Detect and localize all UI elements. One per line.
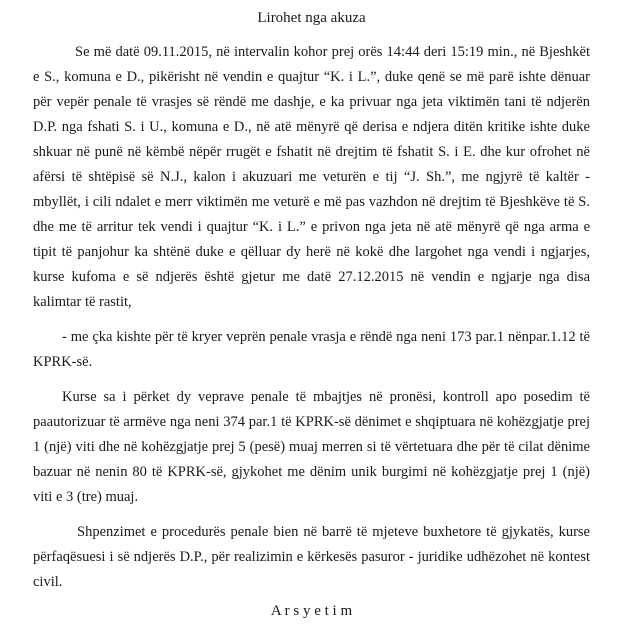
paragraph-verdict-intro: Se më datë 09.11.2015, në intervalin kohor prej orës 14:44 deri 15:19 min., në Bjeshkët e S., komuna e D., pikërisht në vendin e quajtur “K. i L.”, duke qenë se më parë ishte dënuar për vepër penale të vrasjes së rëndë me dashje, e ka privuar nga jeta viktimën tani të ndjerën D.P. nga fshati S. i U., komuna e D., në atë mënyrë që derisa e ndjera ditën kritike ishte duke shkuar në punë në këmbë nëpër rrugët e fshatit në drejtim të fshatit S. i E. dhe kur ofrohet në afërsi të shtëpisë së N.J., kalon i akuzuari me veturën e tij “J. Sh.”, me ngjyrë të kaltër - mbyllët, i cili ndalet e merr viktimën me veturë e më pas vazhdon në drejtim të Bjeshkëve të S. dhe me të arritur tek vendi i quajtur “K. i L.” e privon nga jeta në atë mënyrë që nga arma e tipit të panjohur ka shtënë duke e qëlluar dy herë në kokë dhe largohet nga vendi i ngjarjes, kurse kufoma e së ndjerës është gjetur me datë 27.12.2015 në vendin e ngjarje nga disa kalimtar të rastit, <box>33 44 590 310</box>
paragraph-offense-clause: - me çka kishte për të kryer veprën penale vrasja e rëndë nga neni 173 par.1 nënpar.1.12 të KPRK-së. <box>33 329 590 370</box>
paragraph-costs-and-civil-claim: Shpenzimet e procedurës penale bien në barrë të mjeteve buxhetore të gjykatës, kurse përfaqësuesi i së ndjerës D.P., për realizimin e kërkesës pasuror - juridike udhëzohet në kontest civil. <box>33 524 590 590</box>
document-title: Lirohet nga akuza <box>257 10 366 26</box>
paragraph-weapons-sentence: Kurse sa i përket dy veprave penale të mbajtjes në pronësi, kontroll apo posedim të paautorizuar të armëve nga neni 374 par.1 të KPRK-së dënimet e shqiptuara në kohëzgjatje prej 1 (një) viti dhe në kohëzgjatje prej 5 (pesë) muaj merren si të vërtetuara dhe për të cilat dënime bazuar në nenin 80 të KPRK-së, gjykohet me dënim unik burgimi në kohëzgjatje prej 1 (një) viti e 3 (tre) muaj. <box>33 389 590 505</box>
section-heading-arsyetim: A r s y e t i m <box>270 603 353 619</box>
